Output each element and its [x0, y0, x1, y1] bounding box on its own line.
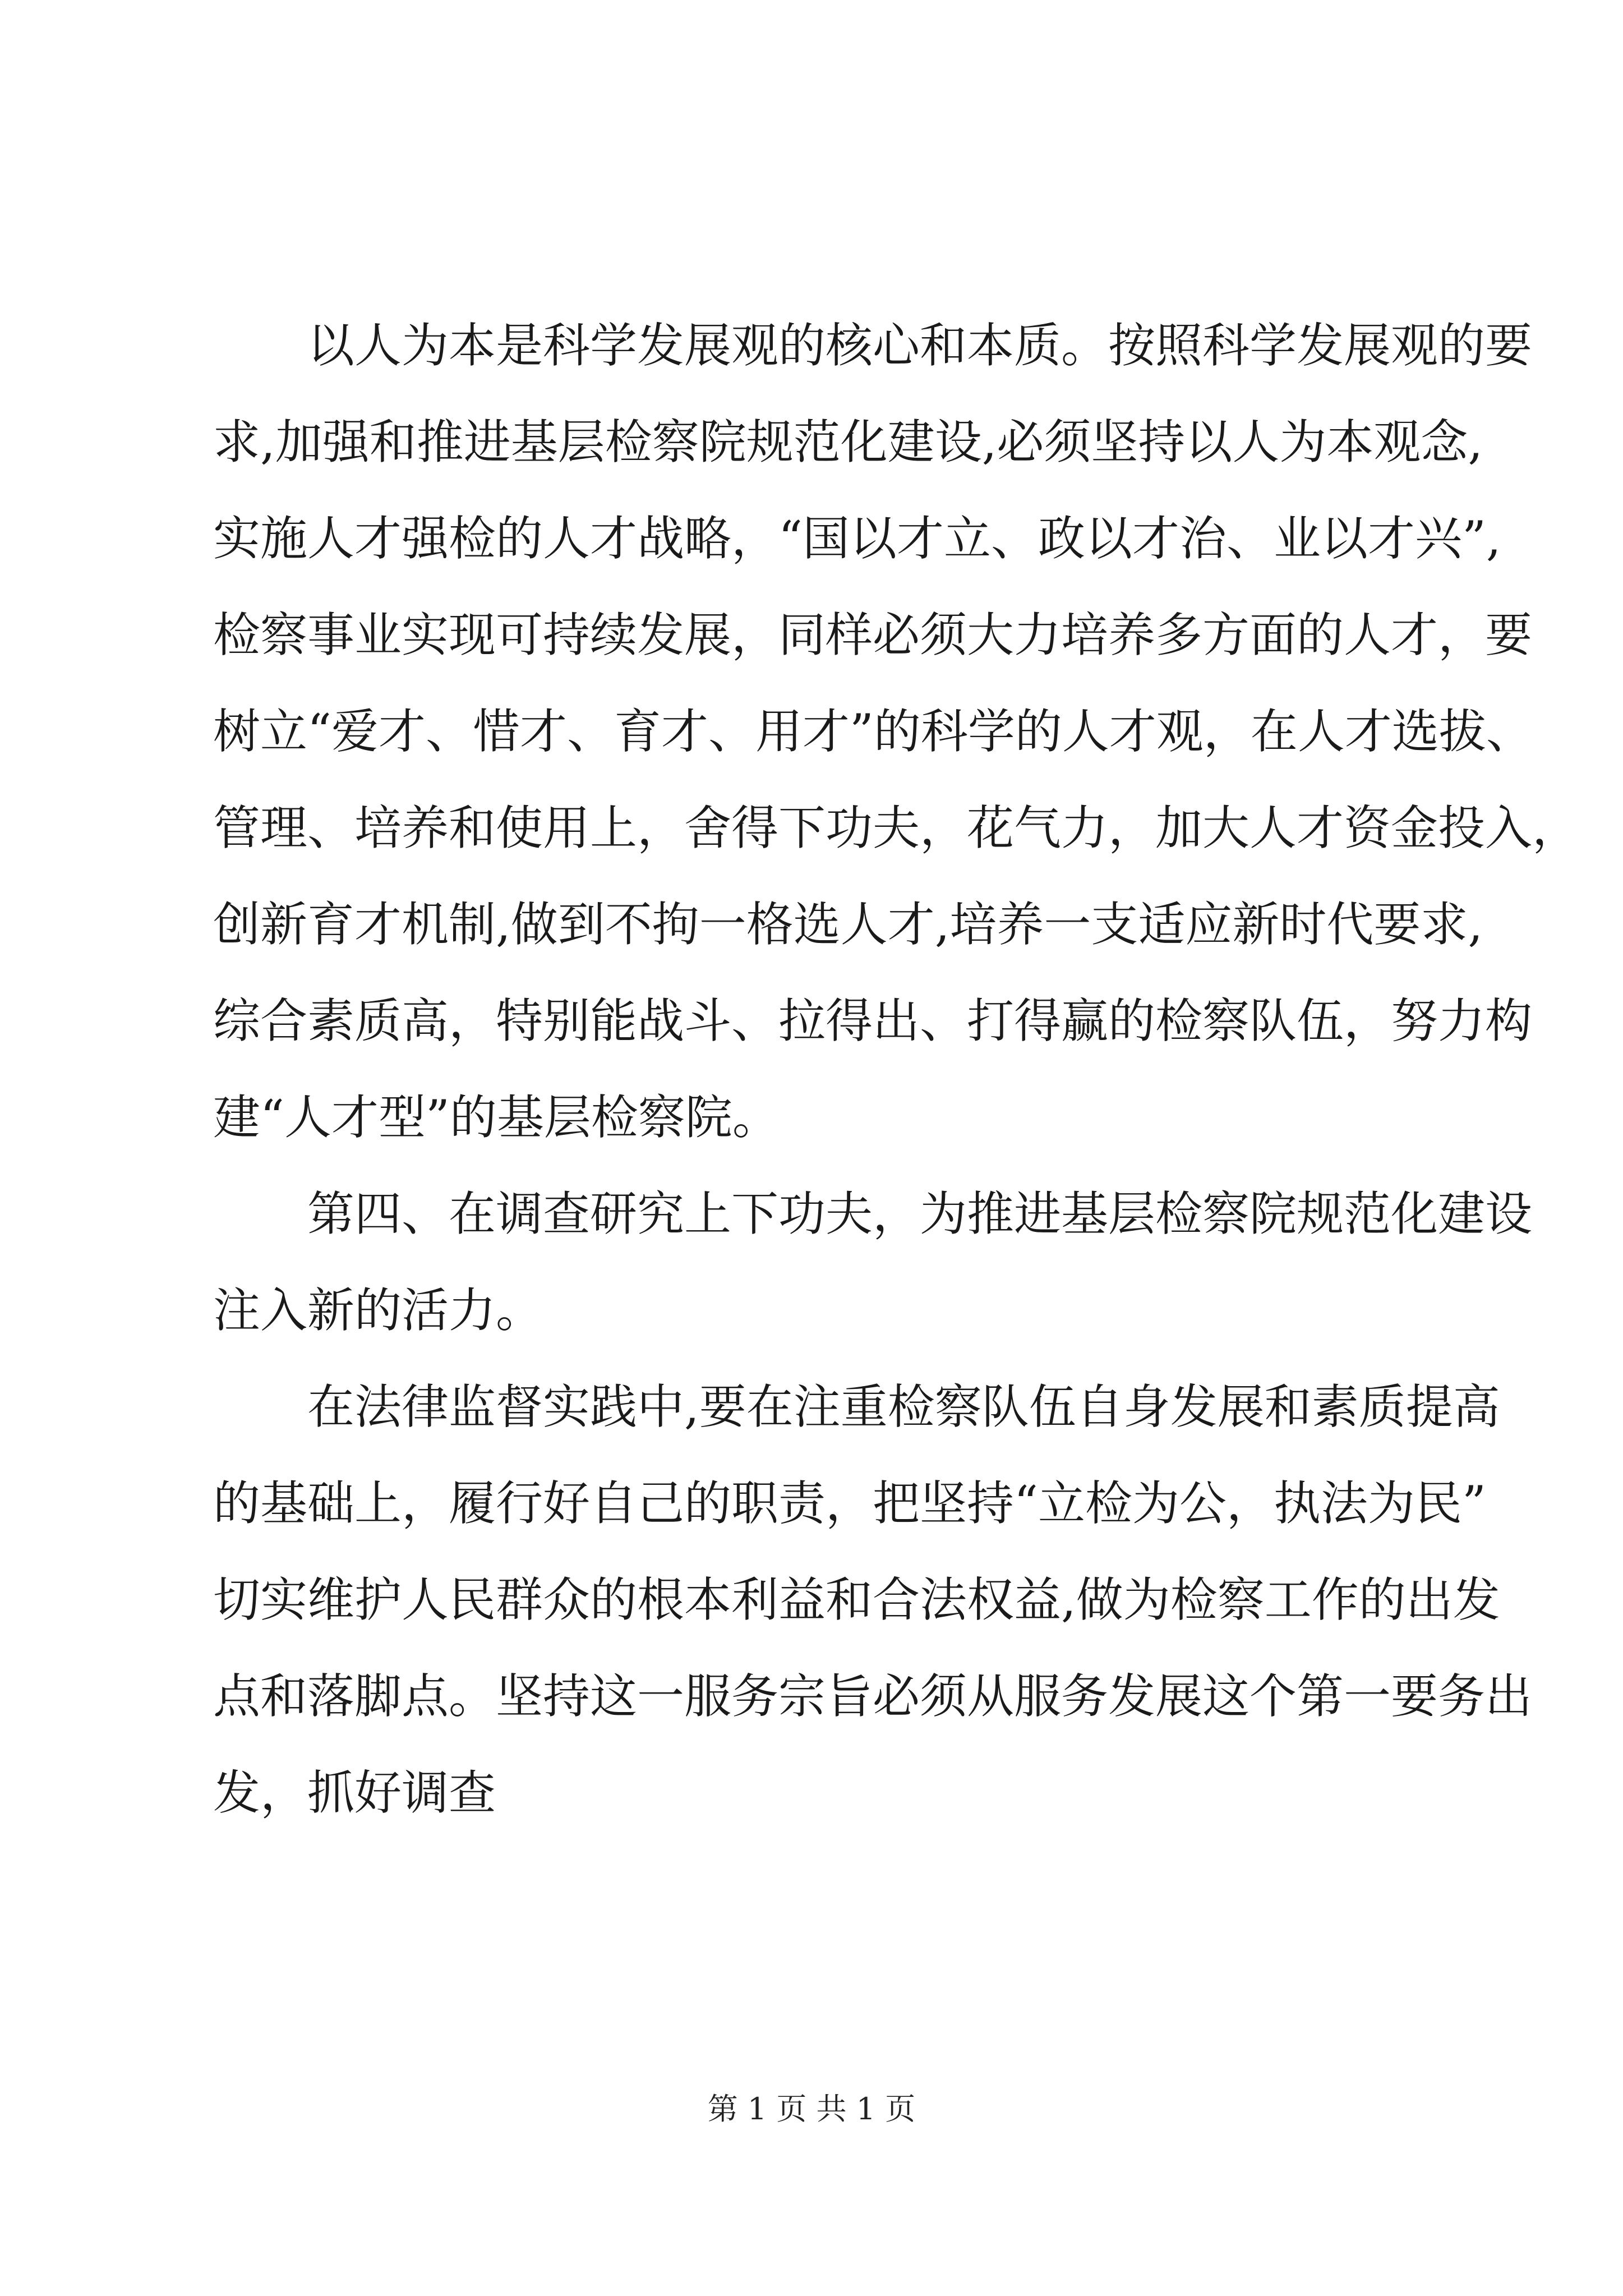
document-body [213, 297, 1580, 1841]
text-line: 的基础上，履行好自己的职责，把坚持“立检为公，执法为民” [213, 1476, 1486, 1531]
text-line: 创新育才机制,做到不拘一格选人才,培养一支适应新时代要求, [213, 897, 1483, 952]
paragraph-3 [213, 1359, 1533, 1841]
text-line: 在法律监督实践中,要在注重检察队伍自身发展和素质提高 [307, 1379, 1500, 1434]
text-line: 切实维护人民群众的根本利益和合法权益,做为检察工作的出发 [213, 1572, 1500, 1627]
text-line: 发，抓好调查 [213, 1765, 496, 1820]
text-line: 点和落脚点。坚持这一服务宗旨必须从服务发展这个第一要务出 [213, 1669, 1533, 1724]
paragraph-1 [213, 297, 1580, 1166]
text-line: 注入新的活力。 [213, 1283, 543, 1338]
page-number-footer: 第 1 页 共 1 页 [707, 2091, 916, 2127]
text-line: 树立“爱才、惜才、育才、用才”的科学的人才观，在人才选拔、 [213, 704, 1533, 759]
text-line: 管理、培养和使用上，舍得下功夫，花气力，加大人才资金投入， [213, 800, 1580, 855]
paragraph-2 [213, 1166, 1533, 1359]
text-line: 实施人才强检的人才战略，“国以才立、政以才治、业以才兴”, [213, 511, 1501, 566]
text-line: 求,加强和推进基层检察院规范化建设,必须坚持以人为本观念, [213, 415, 1483, 470]
text-line: 建“人才型”的基层检察院。 [213, 1090, 780, 1145]
text-line: 以人为本是科学发展观的核心和本质。按照科学发展观的要 [307, 318, 1533, 373]
text-line: 综合素质高，特别能战斗、拉得出、打得赢的检察队伍，努力构 [213, 993, 1533, 1048]
text-line: 第四、在调查研究上下功夫，为推进基层检察院规范化建设 [307, 1186, 1533, 1241]
text-line: 检察事业实现可持续发展，同样必须大力培养多方面的人才，要 [213, 608, 1533, 662]
